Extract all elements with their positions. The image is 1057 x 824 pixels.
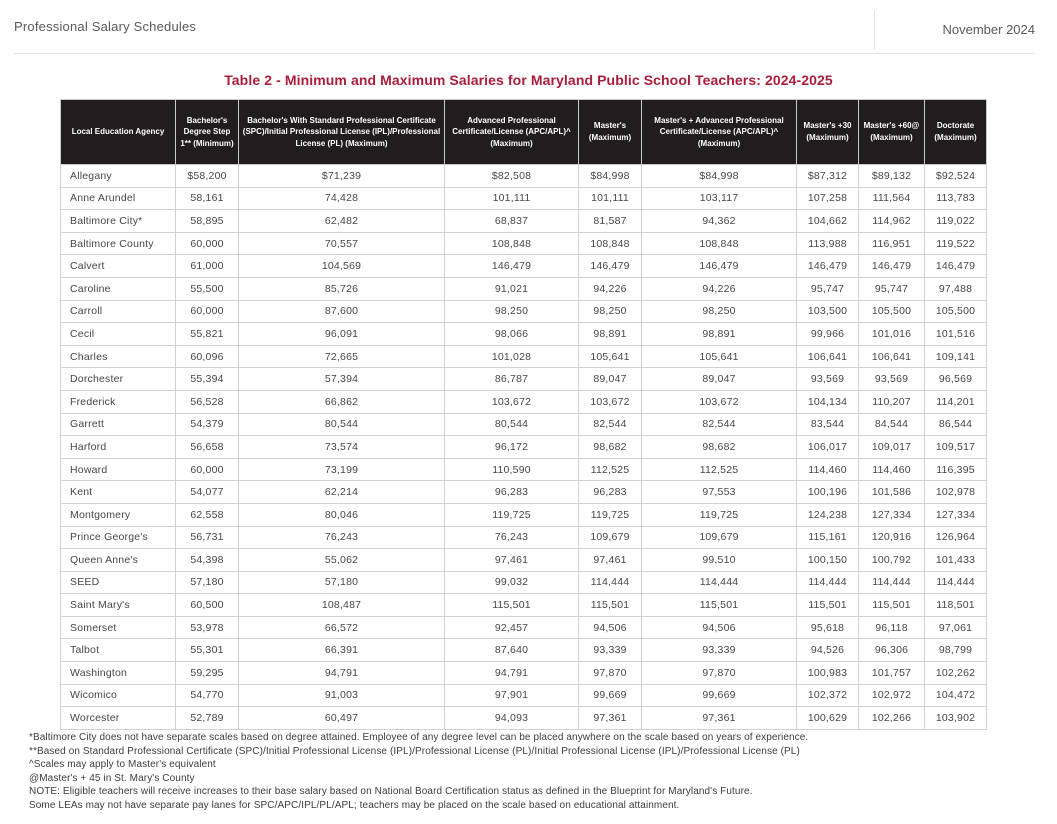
footnote-baltimore-city: *Baltimore City does not have separate scales based on degree attained. Employee of any degree level can be placed anywhere on the scale based on years of experience. bbox=[29, 732, 809, 743]
salary-value-cell: $71,239 bbox=[239, 165, 445, 188]
lea-name-cell: Worcester bbox=[61, 707, 176, 730]
salary-value-cell: 72,665 bbox=[239, 345, 445, 368]
salary-value-cell: 113,783 bbox=[925, 187, 987, 210]
salary-value-cell: 114,460 bbox=[797, 458, 859, 481]
salary-value-cell: 94,226 bbox=[579, 277, 642, 300]
salary-value-cell: 87,640 bbox=[445, 639, 579, 662]
salary-value-cell: 146,479 bbox=[579, 255, 642, 278]
salary-value-cell: 108,848 bbox=[579, 232, 642, 255]
salary-value-cell: 109,141 bbox=[925, 345, 987, 368]
salary-value-cell: 114,444 bbox=[925, 571, 987, 594]
salary-value-cell: 107,258 bbox=[797, 187, 859, 210]
salary-value-cell: 103,672 bbox=[642, 390, 797, 413]
salary-value-cell: 97,461 bbox=[445, 549, 579, 572]
table-row bbox=[61, 210, 987, 233]
salary-value-cell: 93,339 bbox=[642, 639, 797, 662]
salary-value-cell: 112,525 bbox=[579, 458, 642, 481]
lea-name-cell: Charles bbox=[61, 345, 176, 368]
salary-value-cell: 96,118 bbox=[859, 616, 925, 639]
salary-value-cell: 114,962 bbox=[859, 210, 925, 233]
table-row bbox=[61, 165, 987, 188]
salary-value-cell: 118,501 bbox=[925, 594, 987, 617]
salary-value-cell: 104,569 bbox=[239, 255, 445, 278]
salary-value-cell: 104,472 bbox=[925, 684, 987, 707]
salary-value-cell: 101,586 bbox=[859, 481, 925, 504]
salary-value-cell: 57,180 bbox=[176, 571, 239, 594]
salary-value-cell: $82,508 bbox=[445, 165, 579, 188]
column-header-lea: Local Education Agency bbox=[61, 100, 176, 165]
salary-value-cell: 112,525 bbox=[642, 458, 797, 481]
salary-value-cell: 108,848 bbox=[445, 232, 579, 255]
salary-value-cell: 81,587 bbox=[579, 210, 642, 233]
salary-value-cell: 97,061 bbox=[925, 616, 987, 639]
salary-value-cell: 105,500 bbox=[859, 300, 925, 323]
salary-value-cell: 96,569 bbox=[925, 368, 987, 391]
salary-value-cell: 102,262 bbox=[925, 662, 987, 685]
salary-value-cell: 54,770 bbox=[176, 684, 239, 707]
salary-value-cell: 76,243 bbox=[445, 526, 579, 549]
salary-value-cell: 110,207 bbox=[859, 390, 925, 413]
lea-name-cell: Kent bbox=[61, 481, 176, 504]
table-row bbox=[61, 662, 987, 685]
salary-value-cell: 80,046 bbox=[239, 503, 445, 526]
lea-name-cell: Dorchester bbox=[61, 368, 176, 391]
salary-value-cell: 82,544 bbox=[579, 413, 642, 436]
salary-value-cell: 80,544 bbox=[445, 413, 579, 436]
salary-value-cell: 60,500 bbox=[176, 594, 239, 617]
salary-value-cell: 89,047 bbox=[579, 368, 642, 391]
table-row bbox=[61, 277, 987, 300]
lea-name-cell: SEED bbox=[61, 571, 176, 594]
salary-value-cell: 108,487 bbox=[239, 594, 445, 617]
lea-name-cell: Saint Mary's bbox=[61, 594, 176, 617]
salary-value-cell: 100,150 bbox=[797, 549, 859, 572]
salary-value-cell: 109,017 bbox=[859, 436, 925, 459]
salary-value-cell: 102,978 bbox=[925, 481, 987, 504]
salary-value-cell: 114,444 bbox=[579, 571, 642, 594]
lea-name-cell: Washington bbox=[61, 662, 176, 685]
salary-value-cell: 127,334 bbox=[925, 503, 987, 526]
salary-value-cell: 97,461 bbox=[579, 549, 642, 572]
salary-value-cell: 58,161 bbox=[176, 187, 239, 210]
salary-value-cell: 97,870 bbox=[579, 662, 642, 685]
salary-value-cell: 114,460 bbox=[859, 458, 925, 481]
lea-name-cell: Allegany bbox=[61, 165, 176, 188]
salary-value-cell: 60,000 bbox=[176, 458, 239, 481]
lea-name-cell: Frederick bbox=[61, 390, 176, 413]
salary-value-cell: 73,574 bbox=[239, 436, 445, 459]
footnote-masters-45-st-marys: @Master's + 45 in St. Mary's County bbox=[29, 772, 195, 784]
salary-value-cell: 100,196 bbox=[797, 481, 859, 504]
salary-value-cell: 101,757 bbox=[859, 662, 925, 685]
salary-value-cell: 96,283 bbox=[579, 481, 642, 504]
salary-value-cell: 119,725 bbox=[642, 503, 797, 526]
table-row bbox=[61, 549, 987, 572]
salary-value-cell: $87,312 bbox=[797, 165, 859, 188]
salary-value-cell: 54,077 bbox=[176, 481, 239, 504]
salary-value-cell: 94,526 bbox=[797, 639, 859, 662]
salary-value-cell: 115,501 bbox=[859, 594, 925, 617]
salary-value-cell: 114,201 bbox=[925, 390, 987, 413]
salary-value-cell: 105,641 bbox=[579, 345, 642, 368]
salary-value-cell: 58,895 bbox=[176, 210, 239, 233]
salary-value-cell: 109,517 bbox=[925, 436, 987, 459]
salary-value-cell: 101,516 bbox=[925, 323, 987, 346]
salary-value-cell: 96,172 bbox=[445, 436, 579, 459]
salary-value-cell: 119,522 bbox=[925, 232, 987, 255]
salary-value-cell: $92,524 bbox=[925, 165, 987, 188]
salary-value-cell: 52,789 bbox=[176, 707, 239, 730]
salary-value-cell: 98,799 bbox=[925, 639, 987, 662]
table-row bbox=[61, 187, 987, 210]
salary-value-cell: 109,679 bbox=[642, 526, 797, 549]
salary-value-cell: 94,791 bbox=[445, 662, 579, 685]
salary-value-cell: 116,951 bbox=[859, 232, 925, 255]
salary-value-cell: 96,306 bbox=[859, 639, 925, 662]
salary-value-cell: 114,444 bbox=[642, 571, 797, 594]
salary-value-cell: 99,966 bbox=[797, 323, 859, 346]
footnote-note-national-board: NOTE: Eligible teachers will receive increases to their base salary based on National Board Certification status as defined in the Blueprint for Maryland's Future. bbox=[29, 786, 753, 797]
salary-value-cell: 101,433 bbox=[925, 549, 987, 572]
salary-value-cell: 56,528 bbox=[176, 390, 239, 413]
salary-value-cell: 103,117 bbox=[642, 187, 797, 210]
salary-value-cell: 146,479 bbox=[445, 255, 579, 278]
salary-value-cell: 95,618 bbox=[797, 616, 859, 639]
table-row bbox=[61, 481, 987, 504]
salary-value-cell: 86,544 bbox=[925, 413, 987, 436]
salary-value-cell: 60,497 bbox=[239, 707, 445, 730]
salary-value-cell: 146,479 bbox=[859, 255, 925, 278]
salary-value-cell: 101,016 bbox=[859, 323, 925, 346]
column-header-masters-apc-max: Master's + Advanced Professional Certificate/License (APC/APL)^ (Maximum) bbox=[642, 100, 797, 165]
salary-value-cell: 55,301 bbox=[176, 639, 239, 662]
salary-value-cell: 98,682 bbox=[579, 436, 642, 459]
salary-value-cell: 80,544 bbox=[239, 413, 445, 436]
salary-value-cell: 105,641 bbox=[642, 345, 797, 368]
salary-value-cell: 94,093 bbox=[445, 707, 579, 730]
salary-value-cell: 101,028 bbox=[445, 345, 579, 368]
salary-value-cell: 106,641 bbox=[859, 345, 925, 368]
salary-value-cell: 98,682 bbox=[642, 436, 797, 459]
salary-value-cell: 60,000 bbox=[176, 232, 239, 255]
column-header-masters-plus30: Master's +30 (Maximum) bbox=[797, 100, 859, 165]
page-header bbox=[14, 0, 1035, 54]
salary-value-cell: 57,394 bbox=[239, 368, 445, 391]
salary-value-cell: 108,848 bbox=[642, 232, 797, 255]
table-row bbox=[61, 571, 987, 594]
salary-value-cell: 92,457 bbox=[445, 616, 579, 639]
salary-value-cell: 98,066 bbox=[445, 323, 579, 346]
salary-value-cell: 73,199 bbox=[239, 458, 445, 481]
salary-value-cell: 84,544 bbox=[859, 413, 925, 436]
footnotes-block bbox=[29, 731, 1037, 812]
salary-value-cell: 94,791 bbox=[239, 662, 445, 685]
salary-value-cell: 146,479 bbox=[642, 255, 797, 278]
salary-value-cell: 124,238 bbox=[797, 503, 859, 526]
salary-value-cell: 53,978 bbox=[176, 616, 239, 639]
salary-value-cell: 103,672 bbox=[579, 390, 642, 413]
table-row bbox=[61, 323, 987, 346]
table-title: Table 2 - Minimum and Maximum Salaries for Maryland Public School Teachers: 2024-2025 bbox=[224, 72, 833, 88]
table-row bbox=[61, 436, 987, 459]
salary-value-cell: 85,726 bbox=[239, 277, 445, 300]
salary-value-cell: 76,243 bbox=[239, 526, 445, 549]
lea-name-cell: Wicomico bbox=[61, 684, 176, 707]
salary-value-cell: 70,557 bbox=[239, 232, 445, 255]
table-row bbox=[61, 413, 987, 436]
salary-value-cell: 87,600 bbox=[239, 300, 445, 323]
salary-value-cell: 94,226 bbox=[642, 277, 797, 300]
column-header-apc-max: Advanced Professional Certificate/License (APC/APL)^ (Maximum) bbox=[445, 100, 579, 165]
salary-value-cell: 99,510 bbox=[642, 549, 797, 572]
salary-value-cell: 56,731 bbox=[176, 526, 239, 549]
table-row bbox=[61, 232, 987, 255]
salary-value-cell: 115,501 bbox=[579, 594, 642, 617]
salary-value-cell: 98,250 bbox=[642, 300, 797, 323]
lea-name-cell: Howard bbox=[61, 458, 176, 481]
lea-name-cell: Caroline bbox=[61, 277, 176, 300]
salary-value-cell: 96,091 bbox=[239, 323, 445, 346]
salary-value-cell: 119,022 bbox=[925, 210, 987, 233]
salary-value-cell: 102,372 bbox=[797, 684, 859, 707]
table-row bbox=[61, 594, 987, 617]
column-header-bachelors-min: Bachelor's Degree Step 1** (Minimum) bbox=[176, 100, 239, 165]
salary-value-cell: 62,558 bbox=[176, 503, 239, 526]
salary-value-cell: 106,017 bbox=[797, 436, 859, 459]
table-header-row bbox=[61, 100, 987, 165]
salary-value-cell: 60,096 bbox=[176, 345, 239, 368]
column-header-masters-max: Master's (Maximum) bbox=[579, 100, 642, 165]
salary-table bbox=[60, 99, 987, 730]
table-row bbox=[61, 684, 987, 707]
salary-value-cell: 62,482 bbox=[239, 210, 445, 233]
salary-value-cell: 111,564 bbox=[859, 187, 925, 210]
salary-value-cell: 74,428 bbox=[239, 187, 445, 210]
column-header-doctorate: Doctorate (Maximum) bbox=[925, 100, 987, 165]
table-row bbox=[61, 707, 987, 730]
salary-value-cell: 97,901 bbox=[445, 684, 579, 707]
salary-value-cell: 115,161 bbox=[797, 526, 859, 549]
salary-value-cell: 61,000 bbox=[176, 255, 239, 278]
column-header-masters-plus60: Master's +60@ (Maximum) bbox=[859, 100, 925, 165]
document-date: November 2024 bbox=[874, 11, 1036, 49]
table-row bbox=[61, 345, 987, 368]
lea-name-cell: Talbot bbox=[61, 639, 176, 662]
salary-value-cell: 113,988 bbox=[797, 232, 859, 255]
salary-value-cell: 102,266 bbox=[859, 707, 925, 730]
salary-value-cell: 104,134 bbox=[797, 390, 859, 413]
lea-name-cell: Carroll bbox=[61, 300, 176, 323]
salary-value-cell: 114,444 bbox=[797, 571, 859, 594]
salary-value-cell: $58,200 bbox=[176, 165, 239, 188]
salary-value-cell: $89,132 bbox=[859, 165, 925, 188]
salary-value-cell: 93,339 bbox=[579, 639, 642, 662]
salary-value-cell: 86,787 bbox=[445, 368, 579, 391]
salary-value-cell: 91,003 bbox=[239, 684, 445, 707]
salary-value-cell: 146,479 bbox=[925, 255, 987, 278]
salary-value-cell: 103,902 bbox=[925, 707, 987, 730]
lea-name-cell: Anne Arundel bbox=[61, 187, 176, 210]
salary-value-cell: 102,972 bbox=[859, 684, 925, 707]
salary-value-cell: 68,837 bbox=[445, 210, 579, 233]
salary-value-cell: 97,870 bbox=[642, 662, 797, 685]
salary-value-cell: 99,032 bbox=[445, 571, 579, 594]
salary-value-cell: 54,398 bbox=[176, 549, 239, 572]
salary-value-cell: 98,250 bbox=[579, 300, 642, 323]
table-row bbox=[61, 639, 987, 662]
salary-value-cell: 99,669 bbox=[579, 684, 642, 707]
salary-value-cell: 94,506 bbox=[642, 616, 797, 639]
lea-name-cell: Montgomery bbox=[61, 503, 176, 526]
salary-value-cell: 66,862 bbox=[239, 390, 445, 413]
table-row bbox=[61, 255, 987, 278]
salary-value-cell: 103,672 bbox=[445, 390, 579, 413]
salary-value-cell: 66,572 bbox=[239, 616, 445, 639]
salary-value-cell: 54,379 bbox=[176, 413, 239, 436]
salary-value-cell: 55,394 bbox=[176, 368, 239, 391]
table-body bbox=[61, 165, 987, 730]
table-row bbox=[61, 390, 987, 413]
salary-value-cell: 116,395 bbox=[925, 458, 987, 481]
salary-value-cell: 98,250 bbox=[445, 300, 579, 323]
salary-value-cell: 119,725 bbox=[445, 503, 579, 526]
salary-value-cell: 98,891 bbox=[642, 323, 797, 346]
salary-value-cell: 100,792 bbox=[859, 549, 925, 572]
footnote-based-on-spc: **Based on Standard Professional Certificate (SPC)/Initial Professional License (IPL)/Professional License (PL)/Initial Professional License (IPL)/Professional License (PL) bbox=[29, 745, 800, 757]
salary-value-cell: 95,747 bbox=[797, 277, 859, 300]
document-title: Professional Salary Schedules bbox=[14, 19, 197, 34]
table-row bbox=[61, 458, 987, 481]
footnote-lea-pay-lanes: Some LEAs may not have separate pay lanes for SPC/APC/IPL/PL/APL; teachers may be placed on the scale based on educational attainment. bbox=[29, 799, 680, 811]
salary-value-cell: 94,362 bbox=[642, 210, 797, 233]
lea-name-cell: Baltimore County bbox=[61, 232, 176, 255]
lea-name-cell: Calvert bbox=[61, 255, 176, 278]
salary-value-cell: 115,501 bbox=[445, 594, 579, 617]
lea-name-cell: Somerset bbox=[61, 616, 176, 639]
salary-value-cell: 146,479 bbox=[797, 255, 859, 278]
salary-value-cell: 93,569 bbox=[859, 368, 925, 391]
table-row bbox=[61, 300, 987, 323]
footnote-scales-masters-equivalent: ^Scales may apply to Master's equivalent bbox=[29, 759, 216, 770]
salary-value-cell: 55,062 bbox=[239, 549, 445, 572]
salary-value-cell: 96,283 bbox=[445, 481, 579, 504]
lea-name-cell: Prince George's bbox=[61, 526, 176, 549]
salary-value-cell: 114,444 bbox=[859, 571, 925, 594]
salary-value-cell: 97,361 bbox=[579, 707, 642, 730]
column-header-bachelors-spc-max: Bachelor's With Standard Professional Certificate (SPC)/Initial Professional License (IPL)/Professional License (PL) (Maximum) bbox=[239, 100, 445, 165]
salary-value-cell: 97,488 bbox=[925, 277, 987, 300]
salary-value-cell: 103,500 bbox=[797, 300, 859, 323]
salary-value-cell: 91,021 bbox=[445, 277, 579, 300]
salary-value-cell: 119,725 bbox=[579, 503, 642, 526]
table-row bbox=[61, 368, 987, 391]
salary-value-cell: 100,983 bbox=[797, 662, 859, 685]
salary-value-cell: 101,111 bbox=[445, 187, 579, 210]
salary-value-cell: 83,544 bbox=[797, 413, 859, 436]
salary-value-cell: 101,111 bbox=[579, 187, 642, 210]
salary-value-cell: 97,361 bbox=[642, 707, 797, 730]
salary-value-cell: 57,180 bbox=[239, 571, 445, 594]
salary-value-cell: 82,544 bbox=[642, 413, 797, 436]
salary-value-cell: 127,334 bbox=[859, 503, 925, 526]
lea-name-cell: Harford bbox=[61, 436, 176, 459]
salary-value-cell: 115,501 bbox=[642, 594, 797, 617]
salary-value-cell: 99,669 bbox=[642, 684, 797, 707]
salary-value-cell: 100,629 bbox=[797, 707, 859, 730]
salary-value-cell: 126,964 bbox=[925, 526, 987, 549]
lea-name-cell: Queen Anne's bbox=[61, 549, 176, 572]
lea-name-cell: Cecil bbox=[61, 323, 176, 346]
salary-value-cell: 115,501 bbox=[797, 594, 859, 617]
salary-value-cell: $84,998 bbox=[642, 165, 797, 188]
salary-value-cell: 55,821 bbox=[176, 323, 239, 346]
salary-value-cell: 60,000 bbox=[176, 300, 239, 323]
salary-value-cell: 66,391 bbox=[239, 639, 445, 662]
salary-value-cell: 56,658 bbox=[176, 436, 239, 459]
salary-value-cell: 62,214 bbox=[239, 481, 445, 504]
lea-name-cell: Garrett bbox=[61, 413, 176, 436]
salary-value-cell: 55,500 bbox=[176, 277, 239, 300]
salary-value-cell: 95,747 bbox=[859, 277, 925, 300]
table-row bbox=[61, 503, 987, 526]
salary-value-cell: $84,998 bbox=[579, 165, 642, 188]
salary-value-cell: 93,569 bbox=[797, 368, 859, 391]
salary-value-cell: 106,641 bbox=[797, 345, 859, 368]
table-row bbox=[61, 616, 987, 639]
salary-value-cell: 110,590 bbox=[445, 458, 579, 481]
table-row bbox=[61, 526, 987, 549]
salary-value-cell: 98,891 bbox=[579, 323, 642, 346]
lea-name-cell: Baltimore City* bbox=[61, 210, 176, 233]
salary-value-cell: 94,506 bbox=[579, 616, 642, 639]
salary-value-cell: 109,679 bbox=[579, 526, 642, 549]
salary-value-cell: 97,553 bbox=[642, 481, 797, 504]
salary-value-cell: 59,295 bbox=[176, 662, 239, 685]
salary-value-cell: 89,047 bbox=[642, 368, 797, 391]
salary-value-cell: 105,500 bbox=[925, 300, 987, 323]
salary-value-cell: 104,662 bbox=[797, 210, 859, 233]
salary-value-cell: 120,916 bbox=[859, 526, 925, 549]
